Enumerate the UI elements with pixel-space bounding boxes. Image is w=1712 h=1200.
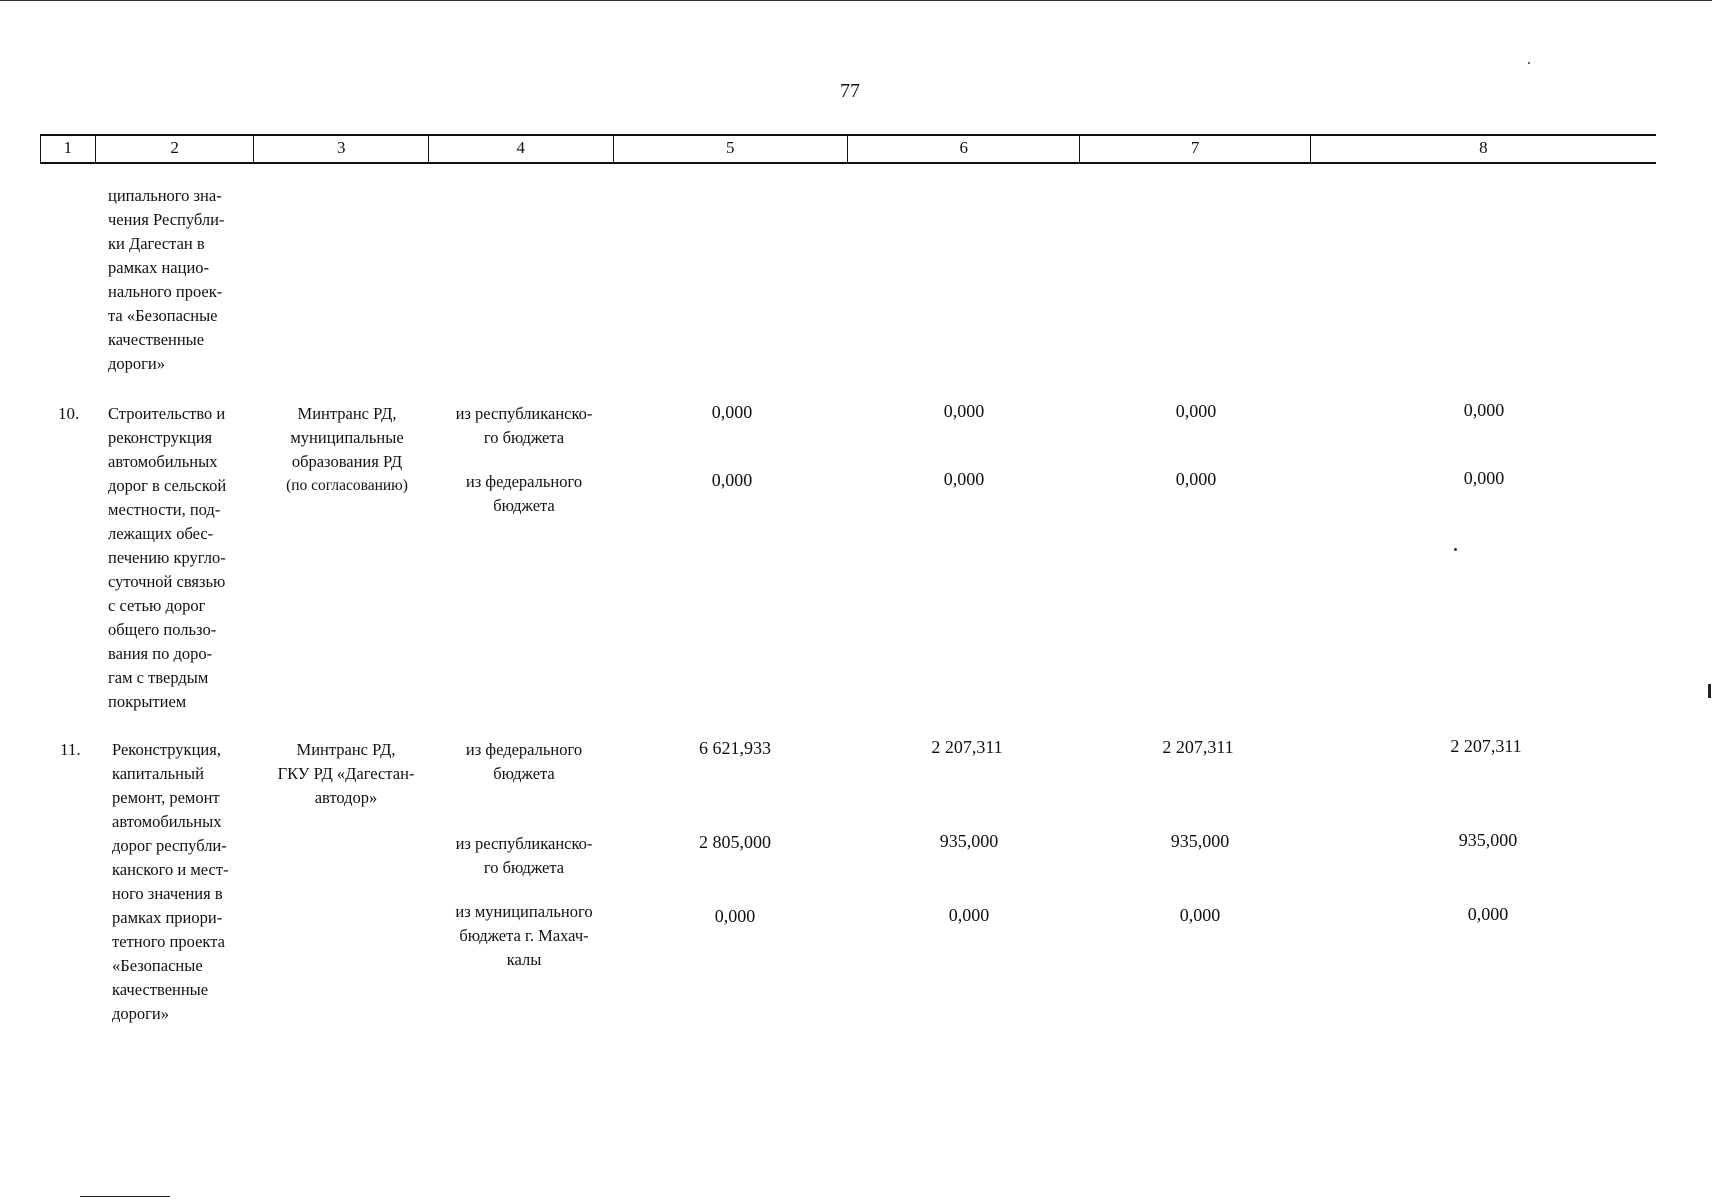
header-col-5: 5	[613, 136, 847, 162]
row-11-source-1-col5: 6 621,933	[699, 738, 771, 758]
row-11-source-2-col8: 935,000	[1458, 830, 1518, 850]
scan-speck	[1528, 62, 1530, 64]
scan-bottom-line	[80, 1196, 170, 1197]
row-10-source-2-label: из федерального бюджета	[465, 472, 583, 515]
row-10-executor: Минтранс РД, муниципальные образования РД	[290, 404, 404, 471]
header-col-4: 4	[428, 136, 613, 162]
row-11-source-2-col5: 2 805,000	[699, 832, 771, 852]
row-11-source-1-col7: 2 207,311	[1162, 737, 1234, 757]
row-10-executor-note: (по согласованию)	[286, 477, 408, 494]
row-11-source-3-col7: 0,000	[1179, 905, 1221, 925]
row-11-executor: Минтранс РД, ГКУ РД «Дагестан- автодор»	[277, 740, 415, 807]
row-10-source-2-col5: 0,000	[711, 470, 753, 490]
row-10-source-1-col7: 0,000	[1175, 401, 1217, 421]
row-11-source-2-col6: 935,000	[939, 831, 999, 851]
header-col-7: 7	[1079, 136, 1309, 162]
row-11-source-1-col8: 2 207,311	[1450, 736, 1522, 756]
header-col-2: 2	[95, 136, 254, 162]
row-11-source-3-label: из муниципального бюджета г. Махач- калы	[455, 902, 593, 969]
row-11-source-3-col8: 0,000	[1467, 904, 1509, 924]
header-col-1: 1	[40, 136, 95, 162]
row-10-source-2-col6: 0,000	[943, 469, 985, 489]
row-11-source-1-label: из федерального бюджета	[465, 740, 583, 783]
row-10-description: Строительство и реконструкция автомобильных дорог в сельской местности, под- лежащих обес- печению кругло- суточной связью с сетью дорог общего пользо- вания по доро- гам с твердым покрытием	[108, 404, 227, 711]
header-col-3: 3	[253, 136, 428, 162]
header-col-8: 8	[1310, 136, 1656, 162]
header-col-6: 6	[847, 136, 1079, 162]
row-10-source-1-col8: 0,000	[1463, 400, 1505, 420]
row-11-source-2-col7: 935,000	[1170, 831, 1230, 851]
row-10-source-1-col6: 0,000	[943, 401, 985, 421]
row-11-source-1-col6: 2 207,311	[931, 737, 1003, 757]
row-10-source-1-label: из республиканско- го бюджета	[455, 404, 593, 447]
scan-speck	[1454, 548, 1457, 551]
row-10-source-2-col8: 0,000	[1463, 468, 1505, 488]
row-10-number: 10.	[58, 404, 80, 423]
scan-edge-mark	[1708, 684, 1711, 698]
row-11-description: Реконструкция, капитальный ремонт, ремонт автомобильных дорог республи- канского и мест- ного значения в рамках приори- тетного проекта «Безопасные качественные дороги»	[112, 740, 229, 1023]
row-11-source-3-col6: 0,000	[948, 905, 990, 925]
row-11-number: 11.	[60, 740, 81, 759]
row-10-source-2-col7: 0,000	[1175, 469, 1217, 489]
row-11-source-2-label: из республиканско- го бюджета	[455, 834, 593, 877]
continuation-description: ципального зна- чения Республи- ки Дагестан в рамках нацио- нального проек- та «Безопасные качественные дороги»	[108, 186, 225, 373]
row-11-source-3-col5: 0,000	[714, 906, 756, 926]
scan-edge-line	[0, 0, 1712, 1]
row-10-source-1-col5: 0,000	[711, 402, 753, 422]
table-header-row	[40, 134, 1656, 164]
page-number: 77	[840, 80, 860, 102]
